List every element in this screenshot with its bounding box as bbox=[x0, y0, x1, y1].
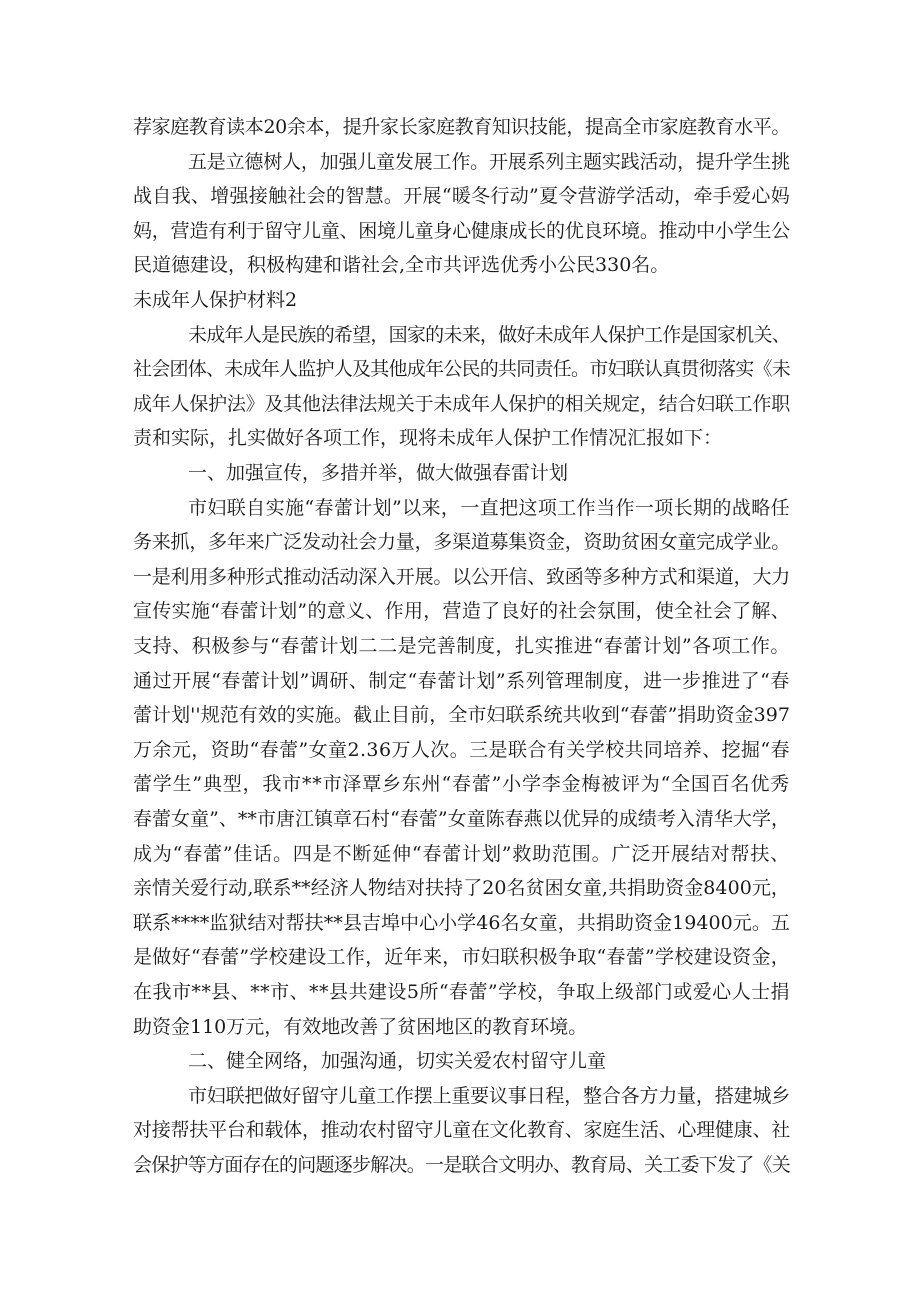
text-line: 助资金110万元，有效地改善了贫困地区的教育环境。 bbox=[133, 1015, 588, 1038]
text-line: 市妇联把做好留守儿童工作摆上重要议事日程，整合各方力量，搭建城乡 bbox=[188, 1084, 790, 1107]
text-line: 妈，营造有利于留守儿童、困境儿童身心健康成长的优良环境。推动中小学生公 bbox=[133, 219, 790, 242]
text-line: 会保护等方面存在的问题逐步解决。一是联合文明办、教育局、关工委下发了《关 bbox=[133, 1154, 791, 1176]
text-line: 成为“春蕾”佳话。四是不断延伸“春蕾计划”救助范围。广泛开展结对帮扶、 bbox=[133, 842, 791, 865]
text-line: 五是立德树人，加强儿童发展工作。开展系列主题实践活动，提升学生挑 bbox=[188, 150, 790, 173]
text-line: 荐家庭教育读本20余本，提升家长家庭教育知识技能，提高全市家庭教育水平。 bbox=[133, 116, 791, 138]
text-line: 是做好“春蕾”学校建设工作，近年来，市妇联积极争取“春蕾”学校建设资金， bbox=[133, 946, 791, 969]
text-line: 二、健全网络，加强沟通，切实关爱农村留守儿童 bbox=[188, 1050, 607, 1073]
text-line: 战自我、增强接触社会的智慧。开展“暖冬行动”夏令营游学活动，牵手爱心妈 bbox=[133, 185, 790, 208]
text-line: 一、加强宣传，多措并举，做大做强春雷计划 bbox=[188, 462, 569, 484]
text-line: 宣传实施“春蕾计划”的意义、作用，营造了良好的社会氛围，使全社会了解、 bbox=[133, 600, 790, 623]
section-title: 未成年人保护材料2 bbox=[133, 289, 298, 311]
text-line: 民道德建设，积极构建和谐社会,全市共评选优秀小公民330名。 bbox=[133, 254, 670, 277]
text-line: 蕾计划''规范有效的实施。截止目前，全市妇联系统共收到“春蕾”捐助资金397 bbox=[133, 704, 791, 727]
text-line: 在我市**县、**市、**县共建设5所“春蕾”学校，争取上级部门或爱心人士捐 bbox=[133, 981, 790, 1003]
text-line: 联系****监狱结对帮扶**县吉埠中心小学46名女童，共捐助资金19400元。五 bbox=[133, 911, 790, 934]
text-line: 通过开展“春蕾计划”调研、制定“春蕾计划”系列管理制度，进一步推进了“春 bbox=[133, 669, 790, 692]
text-line: 未成年人是民族的希望，国家的未来，做好未成年人保护工作是国家机关、 bbox=[188, 323, 790, 346]
text-line: 对接帮扶平台和载体，推动农村留守儿童在文化教育、家庭生活、心理健康、社 bbox=[133, 1119, 790, 1142]
text-line: 责和实际，扎实做好各项工作，现将未成年人保护工作情况汇报如下： bbox=[133, 427, 723, 450]
text-line: 一是利用多种形式推动活动深入开展。以公开信、致函等多种方式和渠道，大力 bbox=[133, 565, 790, 588]
text-line: 社会团体、未成年人监护人及其他成年公民的共同责任。市妇联认真贯彻落实《未 bbox=[133, 358, 791, 381]
text-line: 春蕾女童”、**市唐江镇章石村“春蕾”女童陈春燕以优异的成绩考入清华大学， bbox=[133, 808, 790, 830]
text-line: 万余元，资助“春蕾”女童2.36万人次。三是联合有关学校共同培养、挖掘“春 bbox=[133, 738, 790, 761]
text-line: 成年人保护法》及其他法律法规关于未成年人保护的相关规定，结合妇联工作职 bbox=[133, 392, 790, 415]
text-line: 支持、积极参与“春蕾计划二二是完善制度，扎实推进“春蕾计划”各项工作。 bbox=[133, 635, 790, 657]
text-line: 市妇联自实施“春蕾计划”以来，一直把这项工作当作一项长期的战略任 bbox=[188, 496, 791, 519]
text-line: 亲情关爱行动,联系**经济人物结对扶持了20名贫困女童,共捐助资金8400元， bbox=[133, 877, 790, 900]
text-line: 蕾学生”典型，我市**市泽覃乡东州“春蕾”小学李金梅被评为“全国百名优秀 bbox=[133, 773, 790, 796]
text-line: 务来抓，多年来广泛发动社会力量，多渠道募集资金，资助贫困女童完成学业。 bbox=[133, 531, 790, 554]
